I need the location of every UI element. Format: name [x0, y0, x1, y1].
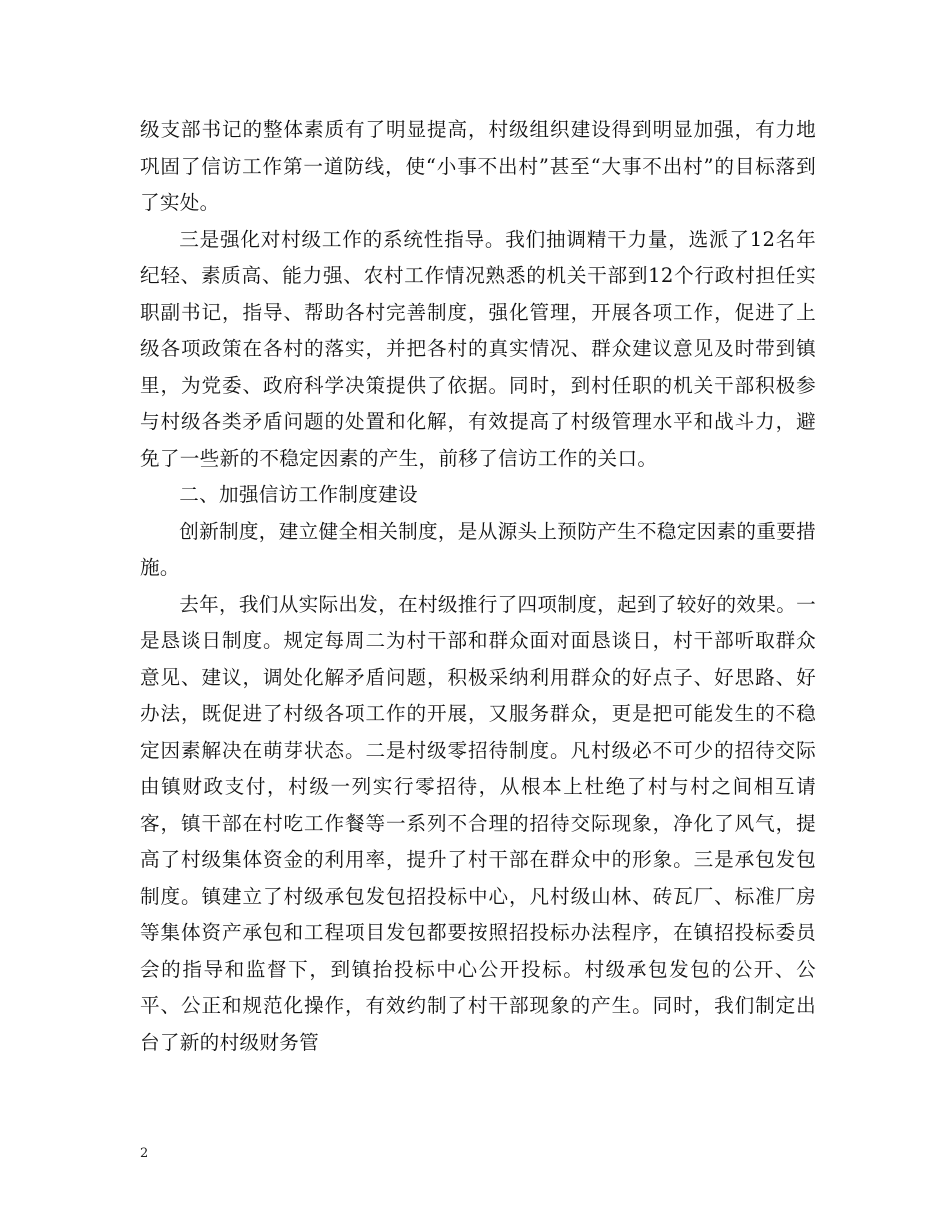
paragraph-1: 级支部书记的整体素质有了明显提高，村级组织建设得到明显加强，有力地巩固了信访工作第一道防线，使“小事不出村”甚至“大事不出村”的目标落到了实处。: [140, 118, 816, 214]
section-heading: 二、加强信访工作制度建设: [179, 483, 418, 506]
paragraph-3: 创新制度，建立健全相关制度，是从源头上预防产生不稳定因素的重要措施。: [140, 519, 816, 579]
paragraph-4: 去年，我们从实际出发，在村级推行了四项制度，起到了较好的效果。一是恳谈日制度。规定每周二为村干部和群众面对面恳谈日，村干部听取群众意见、建议，调处化解矛盾问题，积极采纳利用群众的好点子、好思路、好办法，既促进了村级各项工作的开展，又服务群众，更是把可能发生的不稳定因素解决在萌芽状态。二是村级零招待制度。凡村级必不可少的招待交际由镇财政支付，村级一列实行零招待，从根本上杜绝了村与村之间相互请客，镇干部在村吃工作餐等一系列不合理的招待交际现象，净化了风气，提高了村级集体资金的利用率，提升了村干部在群众中的形象。三是承包发包制度。镇建立了村级承包发包招投标中心，凡村级山林、砖瓦厂、标准厂房等集体资产承包和工程项目发包都要按照招投标办法程序，在镇招投标委员会的指导和监督下，到镇抬投标中心公开投标。村级承包发包的公开、公平、公正和规范化操作，有效约制了村干部现象的产生。同时，我们制定出台了新的村级财务管: [140, 592, 816, 1054]
body-text: [140, 112, 816, 1061]
paragraph-2: 三是强化对村级工作的系统性指导。我们抽调精干力量，选派了12名年纪轻、素质高、能力强、农村工作情况熟悉的机关干部到12个行政村担任实职副书记，指导、帮助各村完善制度，强化管理，开展各项工作，促进了上级各项政策在各村的落实，并把各村的真实情况、群众建议意见及时带到镇里，为党委、政府科学决策提供了依据。同时，到村任职的机关干部积极参与村级各类矛盾问题的处置和化解，有效提高了村级管理水平和战斗力，避免了一些新的不稳定因素的产生，前移了信访工作的关口。: [140, 227, 816, 470]
page-number: 2: [140, 1146, 149, 1161]
